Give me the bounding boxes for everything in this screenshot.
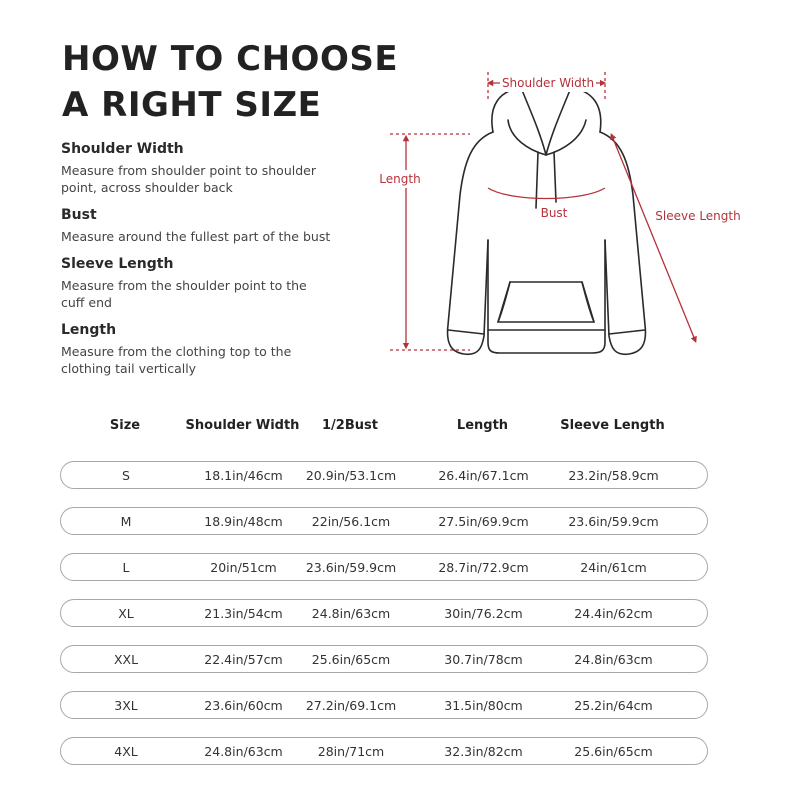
bust-label: Bust: [540, 206, 568, 220]
guide-description: [61, 162, 361, 196]
guide-desc-line: clothing tail vertically: [61, 361, 197, 376]
guide-heading: Sleeve Length: [61, 256, 174, 272]
left-cuff: [448, 330, 484, 334]
size-cell: S: [122, 468, 130, 483]
length-cell: 27.5in/69.9cm: [438, 514, 529, 529]
guide-desc-line: cuff end: [61, 295, 112, 310]
drawstring-right: [554, 152, 556, 202]
table-row: [60, 507, 708, 535]
header-size: Size: [109, 418, 141, 433]
guide-description: [61, 343, 361, 377]
pocket-left-edge: [498, 282, 510, 322]
half-bust-cell: 27.2in/69.1cm: [305, 698, 397, 713]
length-cell: 30in/76.2cm: [444, 606, 523, 621]
table-row: [60, 461, 708, 489]
measurement-guide: [61, 140, 361, 387]
size-cell: 4XL: [114, 744, 138, 759]
title-line-2: A RIGHT SIZE: [62, 85, 322, 125]
right-sleeve: [600, 132, 645, 354]
table-row: [60, 599, 708, 627]
guide-desc-line: Measure from the clothing top to the: [61, 344, 292, 359]
sleeve-length-cell: 24.8in/63cm: [574, 652, 653, 667]
sleeve-length-cell: 23.2in/58.9cm: [568, 468, 659, 483]
hoodie-shape: [448, 88, 646, 354]
hood-inner: [522, 90, 570, 155]
measurement-labels: [378, 74, 741, 223]
half-bust-cell: 24.8in/63cm: [311, 606, 391, 621]
drawstring-left: [536, 152, 538, 208]
guide-desc-line: point, across shoulder back: [61, 180, 233, 195]
size-cell: XXL: [113, 652, 139, 667]
shoulder-width-cell: 22.4in/57cm: [204, 652, 283, 667]
shoulder-width-cell: 18.9in/48cm: [204, 514, 283, 529]
left-sleeve: [448, 132, 493, 354]
half-bust-cell: 20.9in/53.1cm: [305, 468, 397, 483]
page-title: [62, 36, 398, 128]
shoulder-width-cell: 24.8in/63cm: [204, 744, 283, 759]
hoodie-outline-icon: [360, 60, 760, 370]
table-row: [60, 645, 708, 673]
length-cell: 30.7in/78cm: [444, 652, 523, 667]
sleeve-length-cell: 25.6in/65cm: [574, 744, 653, 759]
right-cuff: [609, 330, 645, 334]
guide-description: [61, 277, 361, 311]
title-line-1: HOW TO CHOOSE: [62, 39, 399, 79]
header-sleeve-length: Sleeve Length: [560, 418, 665, 433]
shoulder-width-cell: 23.6in/60cm: [204, 698, 283, 713]
guide-desc-line: Measure from shoulder point to shoulder: [61, 163, 316, 178]
length-cell: 26.4in/67.1cm: [438, 468, 529, 483]
size-cell: 3XL: [114, 698, 138, 713]
sleeve-length-cell: 25.2in/64cm: [574, 698, 653, 713]
header-length: Length: [456, 418, 509, 433]
guide-heading: Length: [61, 322, 117, 338]
bust-curve: [488, 188, 605, 199]
guide-heading: Bust: [61, 207, 97, 223]
guide-description: [61, 228, 361, 245]
header-half-bust: 1/2Bust: [322, 418, 378, 433]
shoulder-width-cell: 18.1in/46cm: [204, 468, 283, 483]
half-bust-cell: 23.6in/59.9cm: [305, 560, 397, 575]
table-row: [60, 553, 708, 581]
size-cell: L: [122, 560, 130, 575]
table-row: [60, 691, 708, 719]
sleeve-length-cell: 23.6in/59.9cm: [568, 514, 659, 529]
sleeve-length-cell: 24.4in/62cm: [574, 606, 653, 621]
guide-item-sleeve-length: [61, 255, 361, 311]
hoodie-diagram: [360, 60, 760, 370]
length-label: Length: [379, 172, 421, 186]
half-bust-cell: 25.6in/65cm: [311, 652, 391, 667]
guide-item-bust: [61, 206, 361, 245]
shoulder-width-cell: 21.3in/54cm: [204, 606, 283, 621]
half-bust-cell: 22in/56.1cm: [311, 514, 391, 529]
length-cell: 32.3in/82cm: [444, 744, 523, 759]
pocket-right-edge: [582, 282, 594, 322]
table-row: [60, 737, 708, 765]
guide-desc-line: Measure around the fullest part of the bust: [61, 229, 331, 244]
sleeve-length-label: Sleeve Length: [655, 209, 741, 223]
guide-heading: Shoulder Width: [61, 141, 184, 157]
guide-item-length: [61, 321, 361, 377]
size-cell: XL: [118, 606, 134, 621]
shoulder-width-cell: 20in/51cm: [210, 560, 277, 575]
shoulder-width-label: Shoulder Width: [501, 76, 595, 90]
sleeve-length-arrow: [612, 136, 695, 340]
sleeve-length-cell: 24in/61cm: [580, 560, 647, 575]
header-shoulder-width: Shoulder Width: [185, 418, 300, 433]
pocket-outline: [498, 282, 594, 322]
length-cell: 28.7in/72.9cm: [438, 560, 529, 575]
guide-item-shoulder-width: [61, 140, 361, 196]
size-cell: M: [120, 514, 132, 529]
guide-desc-line: Measure from the shoulder point to the: [61, 278, 307, 293]
half-bust-cell: 28in/71cm: [317, 744, 385, 759]
size-table-header: [60, 418, 710, 440]
length-cell: 31.5in/80cm: [444, 698, 523, 713]
